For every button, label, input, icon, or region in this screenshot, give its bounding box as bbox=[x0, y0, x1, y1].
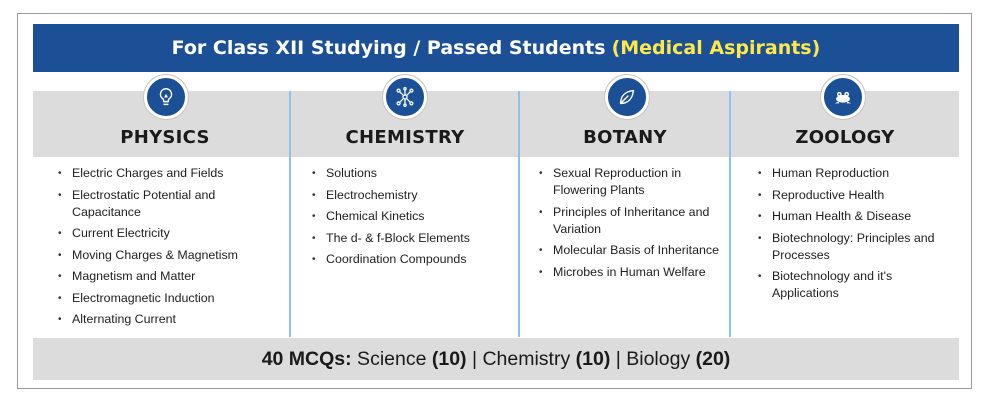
column-divider bbox=[729, 91, 731, 337]
bulb-icon bbox=[144, 75, 188, 119]
science-label: Science bbox=[351, 347, 432, 370]
topic-item: • Human Health & Disease bbox=[758, 208, 954, 225]
topic-list bbox=[58, 165, 278, 333]
separator: | bbox=[610, 347, 627, 370]
topic-item: • Moving Charges & Magnetism bbox=[58, 247, 278, 264]
topic-list bbox=[539, 165, 719, 285]
topic-item: • Solutions bbox=[312, 165, 512, 182]
science-count: (10) bbox=[431, 347, 467, 370]
topic-list bbox=[312, 165, 512, 273]
subject-title: ZOOLOGY bbox=[795, 127, 895, 148]
chemistry-label: Chemistry bbox=[482, 347, 576, 370]
topic-item: • Coordination Compounds bbox=[312, 251, 512, 268]
subject-column-physics bbox=[50, 75, 280, 337]
molecule-icon bbox=[383, 75, 427, 119]
topic-item: • Biotechnology and it's Applications bbox=[758, 268, 954, 302]
topic-item: • Human Reproduction bbox=[758, 165, 954, 182]
mcq-summary-bar bbox=[33, 338, 959, 380]
frog-icon bbox=[821, 75, 865, 119]
banner-title: For Class XII Studying / Passed Students bbox=[171, 37, 606, 59]
topic-item: • Microbes in Human Welfare bbox=[539, 264, 719, 281]
eligibility-banner bbox=[33, 24, 959, 72]
biology-count: (20) bbox=[695, 347, 731, 370]
separator: | bbox=[466, 347, 483, 370]
subject-title: BOTANY bbox=[583, 127, 667, 148]
banner-highlight: (Medical Aspirants) bbox=[611, 37, 821, 59]
topic-list bbox=[758, 165, 954, 307]
topic-item: • The d- & f-Block Elements bbox=[312, 230, 512, 247]
topic-item: • Chemical Kinetics bbox=[312, 208, 512, 225]
biology-label: Biology bbox=[626, 347, 696, 370]
column-divider bbox=[289, 91, 291, 337]
topic-item: • Electric Charges and Fields bbox=[58, 165, 278, 182]
column-divider bbox=[518, 91, 520, 337]
topic-item: • Sexual Reproduction in Flowering Plants bbox=[539, 165, 719, 199]
topic-item: • Alternating Current bbox=[58, 311, 278, 328]
subject-title: PHYSICS bbox=[120, 127, 210, 148]
topic-item: • Electrostatic Potential and Capacitance bbox=[58, 187, 278, 221]
topic-item: • Magnetism and Matter bbox=[58, 268, 278, 285]
topic-item: • Biotechnology: Principles and Processes bbox=[758, 230, 954, 264]
topic-item: • Principles of Inheritance and Variation bbox=[539, 204, 719, 238]
subject-title: CHEMISTRY bbox=[345, 127, 465, 148]
mcq-total: 40 MCQs: bbox=[261, 347, 352, 370]
topic-item: • Reproductive Health bbox=[758, 187, 954, 204]
subject-column-botany bbox=[521, 75, 729, 337]
chemistry-count: (10) bbox=[575, 347, 611, 370]
topic-item: • Molecular Basis of Inheritance bbox=[539, 242, 719, 259]
topic-item: • Current Electricity bbox=[58, 225, 278, 242]
subject-column-zoology bbox=[732, 75, 958, 337]
topic-item: • Electromagnetic Induction bbox=[58, 290, 278, 307]
topic-item: • Electrochemistry bbox=[312, 187, 512, 204]
leaf-icon bbox=[605, 75, 649, 119]
subject-column-chemistry bbox=[292, 75, 518, 337]
